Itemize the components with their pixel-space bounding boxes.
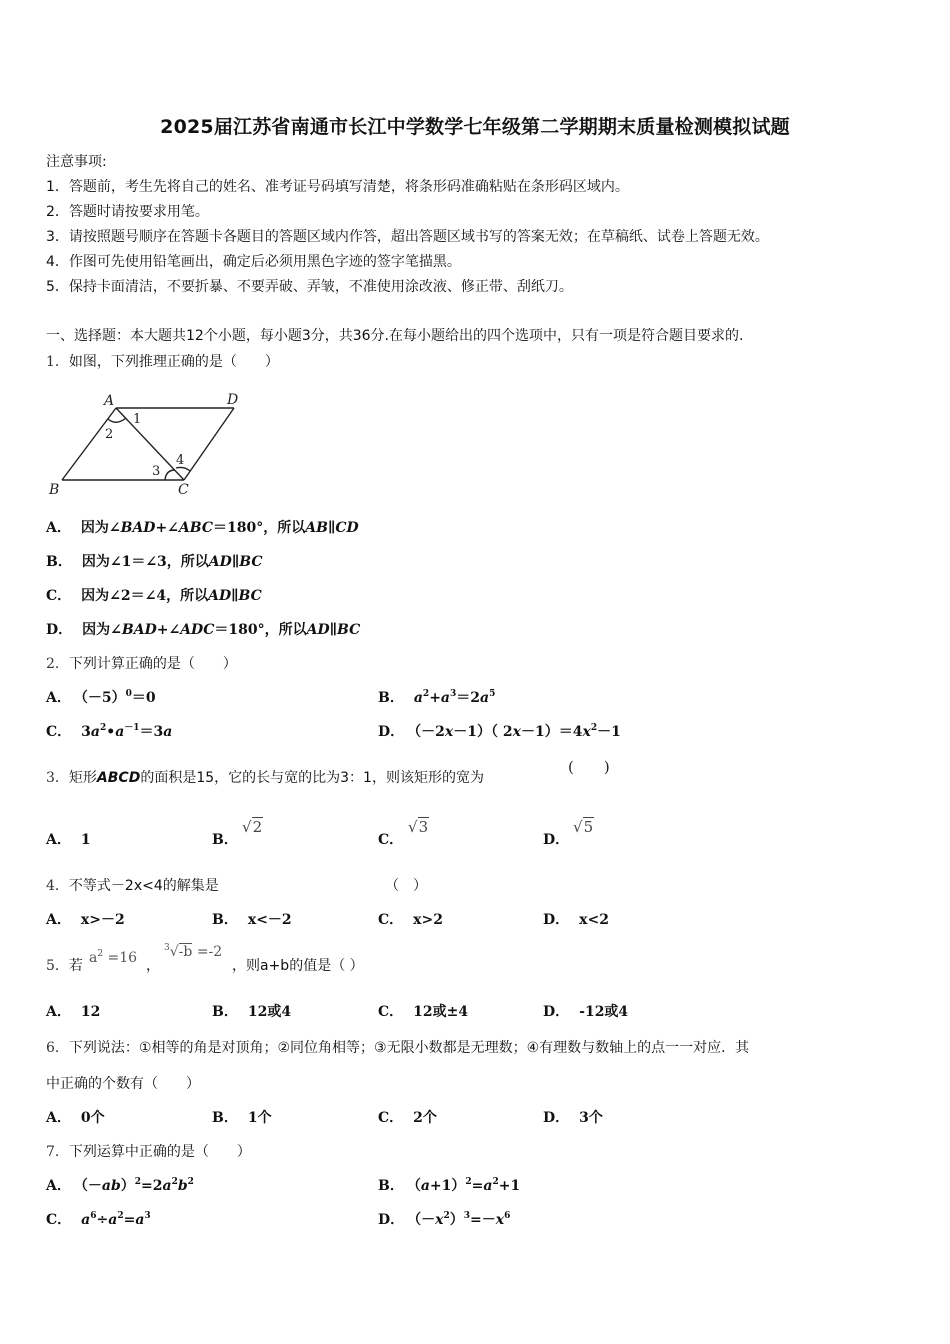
q5-option-d[interactable] <box>543 1002 628 1022</box>
parallel-symbol: ∥ <box>329 622 338 638</box>
option-label: D． <box>543 1110 570 1126</box>
q2-option-b[interactable] <box>378 688 495 708</box>
option-label: D． <box>378 1212 405 1228</box>
exponent: 2 <box>422 689 430 699</box>
option-label: C． <box>378 1004 404 1020</box>
label-angle-2: 2 <box>105 427 114 442</box>
var: ADC <box>180 622 215 638</box>
option-text: +∠ <box>156 622 181 638</box>
question-2 <box>46 654 237 674</box>
exponent: 3 <box>463 1211 471 1221</box>
question-text: 下列计算正确的是（ ） <box>68 656 237 672</box>
question-text: 不等式－2x<4的解集是 <box>68 878 219 894</box>
option-text: （ <box>413 1178 421 1194</box>
option-text: ＝180°，所以 <box>213 520 306 536</box>
option-text: （－ <box>80 1178 102 1194</box>
notice-heading: 注意事项: <box>46 154 107 170</box>
q6-option-b[interactable] <box>212 1108 272 1128</box>
q4-option-c[interactable] <box>378 910 443 930</box>
option-label: D． <box>378 724 405 740</box>
option-label: C． <box>378 832 404 848</box>
var: ABCD <box>96 770 141 786</box>
q5-option-a[interactable] <box>46 1002 100 1022</box>
sqrt-3: √3 <box>408 818 429 836</box>
exponent: 6 <box>90 1211 97 1221</box>
question-text: 下列说法：①相等的角是对顶角；②同位角相等；③无限小数都是无理数；④有理数与数轴上的点一一对应．其 <box>68 1040 750 1056</box>
formula-cube-root: $^3$√-b =-2 <box>164 943 223 960</box>
question-3 <box>46 768 484 788</box>
notice-item-3: 3．请按照题号顺序在答题卡各题目的答题区域内作答，超出答题区域书写的答案无效；在草稿纸、试卷上答题无效。 <box>46 229 769 245</box>
option-label: C． <box>378 912 404 928</box>
option-text: 12或4 <box>247 1004 292 1020</box>
label-b: B <box>49 482 60 498</box>
parallel-symbol: ∥ <box>231 554 240 570</box>
q1-option-b[interactable] <box>46 552 262 572</box>
var: b <box>177 1178 188 1194</box>
option-label: A． <box>46 520 71 536</box>
q2-option-d[interactable] <box>378 722 621 742</box>
question-1 <box>46 352 279 372</box>
var: a <box>483 1178 493 1194</box>
comma: ， <box>146 958 160 974</box>
var: AB <box>305 520 328 536</box>
exponent: 2 <box>117 1211 124 1221</box>
var: AD <box>208 588 232 604</box>
option-text: （－ <box>414 1212 436 1228</box>
question-text: 的面积是15，它的长与宽的比为3：1，则该矩形的宽为 <box>140 770 484 786</box>
page-title: 2025届江苏省南通市长江中学数学七年级第二学期期末质量检测模拟试题 <box>160 116 790 138</box>
angle-arc-a <box>108 418 126 422</box>
var: BAD <box>120 520 156 536</box>
formula-text: =16 <box>107 950 138 966</box>
q6-option-a[interactable] <box>46 1108 105 1128</box>
q1-option-c[interactable] <box>46 586 262 606</box>
question-text: 若 <box>68 958 83 974</box>
notice-item-5: 5．保持卡面清洁，不要折暴、不要弄破、弄皱，不准使用涂改液、修正带、刮纸刀。 <box>46 279 573 295</box>
angle-arc-c <box>165 470 175 480</box>
option-text: 3个 <box>579 1110 603 1126</box>
var: a <box>90 724 100 740</box>
q2-option-c[interactable] <box>46 722 172 742</box>
var: a <box>135 1212 145 1228</box>
option-text: =2 <box>141 1178 163 1194</box>
option-text: －1 <box>597 724 621 740</box>
option-text: 0个 <box>80 1110 105 1126</box>
option-text: + <box>429 690 441 706</box>
var: a <box>81 1212 91 1228</box>
q5-option-b[interactable] <box>212 1002 291 1022</box>
option-text: ） <box>449 1212 464 1228</box>
question-number: 4． <box>46 878 69 894</box>
option-text: = <box>471 1178 484 1194</box>
q7-option-c[interactable] <box>46 1210 151 1230</box>
var: x <box>495 1212 505 1228</box>
question-text: 如图，下列推理正确的是（ ） <box>68 354 279 370</box>
question-number: 6． <box>46 1040 69 1056</box>
option-label: A． <box>46 912 71 928</box>
answer-paren: （ ） <box>385 878 427 894</box>
exponent: 2 <box>465 1177 472 1187</box>
option-text: +1） <box>429 1178 466 1194</box>
exponent: 2 <box>187 1177 194 1187</box>
label-angle-4: 4 <box>176 453 185 468</box>
q4-option-a[interactable] <box>46 910 125 930</box>
var: BAD <box>121 622 157 638</box>
formula-text: a <box>89 950 98 966</box>
question-4 <box>46 876 219 896</box>
option-label: B． <box>212 1110 238 1126</box>
option-text: －1）＝4 <box>520 724 583 740</box>
q3-option-a[interactable] <box>46 830 91 850</box>
var: a <box>115 724 125 740</box>
parallel-symbol: ∥ <box>231 588 239 604</box>
option-text: ÷ <box>96 1212 109 1228</box>
question-number: 1． <box>46 354 69 370</box>
option-label: D． <box>543 1004 570 1020</box>
question-6 <box>46 1038 749 1058</box>
question-number: 5． <box>46 958 69 974</box>
exponent: 2 <box>492 1177 499 1187</box>
radicand: 2 <box>252 818 263 836</box>
option-label: B． <box>46 554 72 570</box>
var: a <box>440 690 450 706</box>
q1-option-d[interactable] <box>46 620 360 640</box>
option-label: C． <box>378 1110 404 1126</box>
option-text: 因为∠ <box>80 520 121 536</box>
formula-a-squared <box>89 950 137 966</box>
segment-ac <box>116 408 184 480</box>
question-text: 下列运算中正确的是（ ） <box>68 1144 251 1160</box>
option-text: （－2 <box>414 724 445 740</box>
q2-option-a[interactable] <box>46 688 156 708</box>
var: AD <box>306 622 330 638</box>
q5-option-c[interactable] <box>378 1002 468 1022</box>
sqrt-5: √5 <box>573 818 594 836</box>
exponent: 2 <box>97 949 104 959</box>
var: AD <box>208 554 232 570</box>
var: a <box>162 1178 172 1194</box>
var: BC <box>337 622 361 638</box>
exponent: 6 <box>504 1211 511 1221</box>
var: x <box>444 724 454 740</box>
var: x <box>435 1212 444 1228</box>
exponent: 3 <box>144 1211 151 1221</box>
option-text: +1 <box>498 1178 521 1194</box>
var: a <box>480 690 490 706</box>
root-index: 3 <box>164 943 170 953</box>
q6-option-c[interactable] <box>378 1108 437 1128</box>
option-text: x<－2 <box>247 912 292 928</box>
var: BC <box>238 588 262 604</box>
option-text: -12或4 <box>579 1004 629 1020</box>
option-label: B． <box>212 912 238 928</box>
exponent: 3 <box>450 689 457 699</box>
option-text: 1 <box>80 832 91 848</box>
section-1-heading: 一、选择题：本大题共12个小题，每小题3分，共36分.在每小题给出的四个选项中，只有一项是符合题目要求的. <box>46 328 744 344</box>
var: a <box>108 1212 118 1228</box>
option-text: 1个 <box>247 1110 272 1126</box>
var: BC <box>239 554 263 570</box>
option-label: B． <box>378 690 404 706</box>
q7-option-b[interactable] <box>378 1176 520 1196</box>
q7-option-d[interactable] <box>378 1210 510 1230</box>
option-text: ） <box>120 1178 135 1194</box>
option-text: ＝2 <box>456 690 481 706</box>
option-label: A． <box>46 1110 71 1126</box>
option-text: ＝3 <box>139 724 164 740</box>
segment-ab <box>62 408 116 480</box>
radicand: 3 <box>418 818 429 836</box>
question-5-text: ，则a+b的值是（ ） <box>232 958 364 974</box>
answer-paren: ( ) <box>568 758 610 776</box>
option-text: 12或±4 <box>413 1004 469 1020</box>
question-6-cont: 中正确的个数有（ ） <box>46 1076 200 1092</box>
q4-option-b[interactable] <box>212 910 292 930</box>
var: a <box>163 724 173 740</box>
option-text: 3 <box>81 724 91 740</box>
option-text: x<2 <box>579 912 609 928</box>
var: x <box>582 724 591 740</box>
parallel-symbol: ∥ <box>327 520 336 536</box>
exponent: 2 <box>590 723 598 733</box>
option-text: 12 <box>80 1004 101 1020</box>
option-text: 因为∠ <box>82 622 122 638</box>
sqrt-2: √2 <box>242 818 263 836</box>
option-label: C． <box>46 724 72 740</box>
radicand: 5 <box>583 818 594 836</box>
label-angle-3: 3 <box>152 464 161 479</box>
option-text: 因为∠2＝∠4，所以 <box>81 588 209 604</box>
question-5-lead <box>46 956 83 976</box>
label-a: A <box>104 393 115 409</box>
question-number: 3． <box>46 770 69 786</box>
option-text: （－5） <box>80 690 126 706</box>
exponent: 0 <box>125 689 132 699</box>
notice-item-4: 4．作图可先使用铅笔画出，确定后必须用黑色字迹的签字笔描黑。 <box>46 254 461 270</box>
radicand: -b <box>178 944 193 960</box>
q7-option-a[interactable] <box>46 1176 194 1196</box>
label-d: D <box>227 392 239 408</box>
segment-dc <box>184 408 234 480</box>
var: a <box>420 1178 430 1194</box>
option-text: ＝0 <box>131 690 156 706</box>
exponent: 2 <box>171 1177 178 1187</box>
q1-option-a[interactable] <box>46 518 359 538</box>
notice-item-2: 2．答题时请按要求用笔。 <box>46 204 209 220</box>
label-c: C <box>178 482 189 498</box>
var: CD <box>335 520 359 536</box>
option-text: ＝180°，所以 <box>214 622 307 638</box>
option-label: C． <box>46 1212 72 1228</box>
option-label: B． <box>212 1004 238 1020</box>
formula-text: =-2 <box>196 944 223 960</box>
exponent: 2 <box>134 1177 142 1187</box>
var: ab <box>101 1178 121 1194</box>
question-text: 矩形 <box>68 770 97 786</box>
var: ABC <box>178 520 214 536</box>
notice-item-1: 1．答题前，考生先将自己的姓名、准考证号码填写清楚，将条形码准确粘贴在条形码区域内。 <box>46 179 629 195</box>
option-text: x>2 <box>413 912 443 928</box>
option-label: D． <box>543 912 570 928</box>
exponent: 2 <box>443 1211 450 1221</box>
question-number: 7． <box>46 1144 69 1160</box>
parallelogram-figure <box>44 388 254 500</box>
exponent: 2 <box>99 723 107 733</box>
option-text: 2个 <box>413 1110 437 1126</box>
option-text: = <box>123 1212 136 1228</box>
label-angle-1: 1 <box>133 412 142 427</box>
option-label: B． <box>378 1178 404 1194</box>
var: x <box>512 724 521 740</box>
exponent: 5 <box>489 689 496 699</box>
exponent: －1 <box>124 723 140 733</box>
option-text: －1）（ 2 <box>453 724 513 740</box>
var: a <box>413 690 423 706</box>
option-label: A． <box>46 1004 71 1020</box>
question-number: 2． <box>46 656 69 672</box>
option-text: x>－2 <box>80 912 125 928</box>
option-label: A． <box>46 1178 71 1194</box>
option-label: A． <box>46 690 71 706</box>
question-7 <box>46 1142 251 1162</box>
option-text: 因为∠1＝∠3，所以 <box>81 554 209 570</box>
option-label: A． <box>46 832 71 848</box>
option-text: • <box>106 724 116 740</box>
option-text: =－ <box>470 1212 496 1228</box>
option-text: +∠ <box>155 520 179 536</box>
q6-option-d[interactable] <box>543 1108 603 1128</box>
option-label: B． <box>212 832 238 848</box>
q4-option-d[interactable] <box>543 910 609 930</box>
option-label: D． <box>543 832 570 848</box>
option-label: D． <box>46 622 73 638</box>
option-label: C． <box>46 588 72 604</box>
